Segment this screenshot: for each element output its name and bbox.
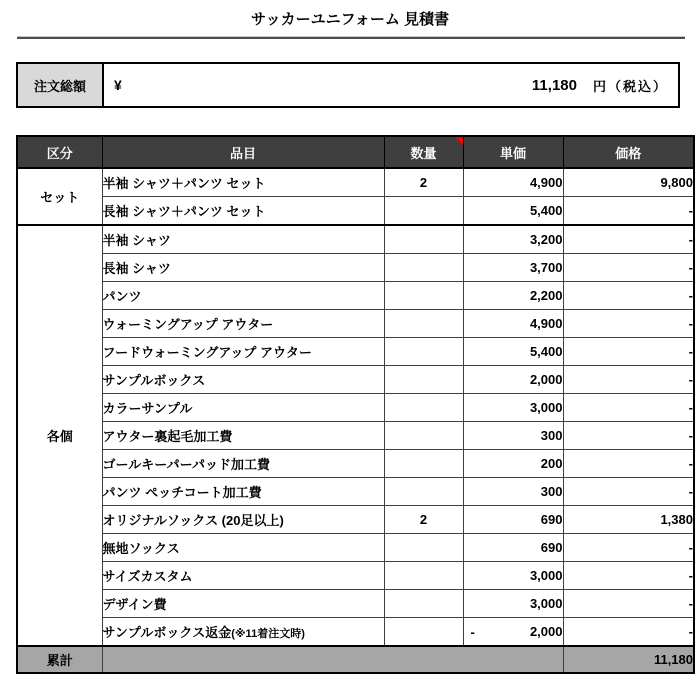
- price-cell: -: [563, 366, 694, 394]
- unit-price-cell: [463, 197, 563, 226]
- table-row: [17, 282, 694, 310]
- qty-cell[interactable]: [384, 282, 463, 310]
- table-row: [17, 450, 694, 478]
- price-cell: -: [563, 338, 694, 366]
- unit-price-value: 200: [540, 456, 563, 471]
- price-cell: -: [563, 562, 694, 590]
- unit-price-cell: [463, 422, 563, 450]
- qty-header: [384, 136, 463, 168]
- currency-symbol: ¥: [114, 77, 122, 93]
- price-cell: -: [563, 282, 694, 310]
- item-cell: [102, 562, 384, 590]
- price-cell: -: [563, 394, 694, 422]
- price-cell: -: [563, 534, 694, 562]
- item-label: 半袖 シャツ＋パンツ セット: [102, 176, 266, 191]
- unit-price-cell: [463, 254, 563, 282]
- unit-price-header-label: 単価: [499, 145, 526, 161]
- page-title: サッカーユニフォーム 見積書: [250, 11, 450, 28]
- table-row: [17, 254, 694, 282]
- order-total-label: 注文総額: [18, 64, 104, 106]
- item-cell: [102, 254, 384, 282]
- item-label: デザイン費: [102, 597, 167, 612]
- item-label: パンツ ペッチコート加工費: [102, 485, 262, 500]
- qty-cell[interactable]: [384, 197, 463, 226]
- qty-cell[interactable]: [384, 366, 463, 394]
- unit-price-value: 3,000: [529, 400, 563, 415]
- title-underline: [17, 36, 685, 39]
- qty-cell[interactable]: [384, 618, 463, 647]
- unit-price-value: 3,000: [529, 596, 563, 611]
- price-cell: -: [563, 478, 694, 506]
- unit-price-cell: [463, 338, 563, 366]
- unit-price-cell: [463, 225, 563, 254]
- table-row: [17, 562, 694, 590]
- unit-price-cell: [463, 590, 563, 618]
- table-row: [17, 618, 694, 647]
- unit-price-cell: [463, 478, 563, 506]
- qty-cell[interactable]: [384, 534, 463, 562]
- item-cell: [102, 534, 384, 562]
- unit-price-value: 3,200: [529, 232, 563, 247]
- category-header: [17, 136, 102, 168]
- qty-header-label: 数量: [410, 145, 437, 161]
- price-cell: -: [563, 422, 694, 450]
- qty-cell[interactable]: [384, 254, 463, 282]
- price-cell: -: [563, 310, 694, 338]
- unit-price-cell: [463, 562, 563, 590]
- unit-price-value: 2,000: [529, 372, 563, 387]
- price-cell: 1,380: [563, 506, 694, 534]
- qty-cell[interactable]: [384, 450, 463, 478]
- unit-price-value: 3,000: [529, 568, 563, 583]
- item-cell: [102, 197, 384, 226]
- item-label: オリジナルソックス (20足以上): [102, 513, 284, 528]
- item-cell: [102, 225, 384, 254]
- order-total-value: [104, 64, 678, 106]
- unit-price-cell: [463, 168, 563, 197]
- qty-cell[interactable]: [384, 310, 463, 338]
- unit-price-value: 5,400: [529, 344, 563, 359]
- order-total-amount: 11,180: [531, 76, 577, 94]
- comment-marker-icon: [455, 137, 463, 145]
- table-row: [17, 338, 694, 366]
- item-cell: [102, 450, 384, 478]
- unit-price-value: 690: [540, 540, 563, 555]
- table-row: [17, 590, 694, 618]
- unit-price-cell: [463, 450, 563, 478]
- table-row: [17, 168, 694, 197]
- price-cell: -: [563, 254, 694, 282]
- unit-price-value: 2,000: [529, 624, 563, 639]
- unit-price-cell: [463, 506, 563, 534]
- header-row: [17, 136, 694, 168]
- table-row: [17, 394, 694, 422]
- item-cell: [102, 394, 384, 422]
- category-cell-set: セット: [17, 168, 102, 225]
- total-spacer-cell: [102, 646, 563, 673]
- unit-price-cell: [463, 366, 563, 394]
- item-cell: [102, 282, 384, 310]
- table-row: [17, 422, 694, 450]
- unit-price-cell: [463, 394, 563, 422]
- price-cell: -: [563, 590, 694, 618]
- unit-price-value: 3,700: [529, 260, 563, 275]
- minus-sign: -: [470, 624, 475, 639]
- unit-price-header: [463, 136, 563, 168]
- item-note: (※11着注文時): [231, 628, 305, 640]
- item-label: アウター裏起毛加工費: [102, 429, 233, 444]
- unit-price-value: 2,200: [529, 288, 563, 303]
- unit-price-value: 690: [540, 512, 563, 527]
- table-row: [17, 534, 694, 562]
- qty-cell[interactable]: 2: [384, 506, 463, 534]
- unit-price-value: 300: [540, 428, 563, 443]
- item-label: サンプルボックス返金: [102, 625, 232, 640]
- unit-price-value: 4,900: [529, 316, 563, 331]
- unit-price-value: 300: [540, 484, 563, 499]
- item-label: カラーサンプル: [102, 401, 193, 416]
- table-row: [17, 366, 694, 394]
- item-label: 長袖 シャツ: [102, 261, 171, 276]
- item-label: フードウォーミングアップ アウター: [102, 345, 312, 360]
- price-cell: 9,800: [563, 168, 694, 197]
- item-cell: [102, 338, 384, 366]
- category-header-label: 区分: [46, 145, 73, 161]
- total-price-cell: 11,180: [563, 646, 694, 673]
- item-cell: [102, 168, 384, 197]
- table-row: [17, 310, 694, 338]
- item-label: サイズカスタム: [102, 569, 193, 584]
- category-cell-individual: 各個: [17, 225, 102, 646]
- price-header-label: 価格: [615, 145, 642, 161]
- item-cell: [102, 618, 384, 647]
- unit-price-cell: [463, 310, 563, 338]
- qty-cell[interactable]: [384, 562, 463, 590]
- item-cell: [102, 310, 384, 338]
- item-label: 半袖 シャツ: [102, 233, 171, 248]
- qty-cell[interactable]: [384, 338, 463, 366]
- tax-included-suffix: 円（税込）: [592, 78, 668, 94]
- quotation-table: [16, 135, 695, 674]
- qty-cell[interactable]: [384, 225, 463, 254]
- item-label: サンプルボックス: [102, 373, 206, 388]
- qty-cell[interactable]: 2: [384, 168, 463, 197]
- item-label: 長袖 シャツ＋パンツ セット: [102, 204, 266, 219]
- item-label: ウォーミングアップ アウター: [102, 317, 274, 332]
- item-label: 無地ソックス: [102, 541, 180, 556]
- total-row: [17, 646, 694, 673]
- item-cell: [102, 478, 384, 506]
- table-row: [17, 478, 694, 506]
- price-header: [563, 136, 694, 168]
- order-total-box: [16, 62, 680, 108]
- price-cell: -: [563, 618, 694, 647]
- table-row: [17, 225, 694, 254]
- qty-cell[interactable]: [384, 394, 463, 422]
- qty-cell[interactable]: [384, 478, 463, 506]
- total-label-cell: 累計: [17, 646, 102, 673]
- item-header-label: 品目: [229, 145, 256, 161]
- item-cell: [102, 366, 384, 394]
- item-label: パンツ: [102, 289, 142, 304]
- item-label: ゴールキーパーパッド加工費: [102, 457, 270, 472]
- unit-price-value: 5,400: [529, 203, 563, 218]
- item-cell: [102, 506, 384, 534]
- item-cell: [102, 422, 384, 450]
- price-cell: -: [563, 197, 694, 226]
- unit-price-cell: [463, 282, 563, 310]
- table-row: [17, 506, 694, 534]
- qty-cell[interactable]: [384, 590, 463, 618]
- unit-price-value: 4,900: [529, 175, 563, 190]
- table-row: [17, 197, 694, 226]
- unit-price-cell: [463, 618, 563, 647]
- unit-price-cell: [463, 534, 563, 562]
- item-cell: [102, 590, 384, 618]
- qty-cell[interactable]: [384, 422, 463, 450]
- price-cell: -: [563, 450, 694, 478]
- price-cell: -: [563, 225, 694, 254]
- item-header: [102, 136, 384, 168]
